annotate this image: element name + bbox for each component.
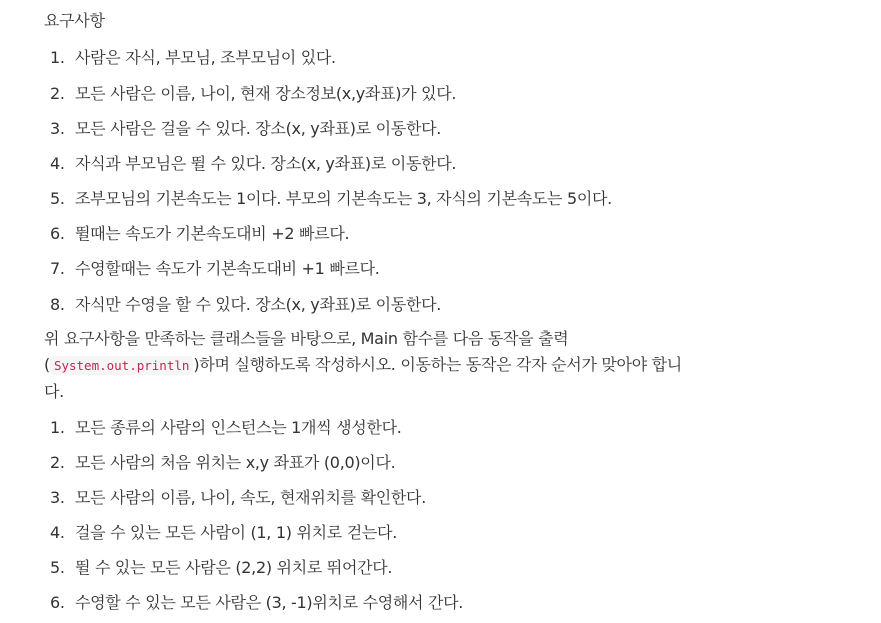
list-text: 사람은 자식, 부모님, 조부모님이 있다. [75, 48, 336, 67]
instruction-line-2 [44, 352, 784, 379]
list-text: 조부모님의 기본속도는 1이다. 부모의 기본속도는 3, 자식의 기본속도는 5이다. [75, 189, 612, 208]
list-number: 4. [50, 523, 65, 542]
list-number: 6. [50, 593, 65, 612]
list-number: 2. [50, 453, 65, 472]
list-number: 4. [50, 154, 65, 173]
list-number: 1. [50, 48, 65, 67]
list-text: 모든 종류의 사람의 인스턴스는 1개씩 생성한다. [75, 418, 402, 437]
list-text: 뛸 수 있는 모든 사람은 (2,2) 위치로 뛰어간다. [75, 558, 393, 577]
list-text: 수영할때는 속도가 기본속도대비 +1 빠르다. [75, 259, 380, 278]
list-text: 수영할 수 있는 모든 사람은 (3, -1)위치로 수영해서 간다. [75, 593, 464, 612]
list-number: 3. [50, 119, 65, 138]
list-number: 5. [50, 558, 65, 577]
list-number: 3. [50, 488, 65, 507]
list-number: 8. [50, 295, 65, 314]
list-text: 모든 사람의 이름, 나이, 속도, 현재위치를 확인한다. [75, 488, 426, 507]
list-number: 1. [50, 418, 65, 437]
list-text: 자식과 부모님은 뛸 수 있다. 장소(x, y좌표)로 이동한다. [75, 154, 457, 173]
list-number: 7. [50, 259, 65, 278]
list-text: 뛸때는 속도가 기본속도대비 +2 빠르다. [75, 224, 350, 243]
open-paren: ( [44, 355, 50, 374]
list-text: 모든 사람은 이름, 나이, 현재 장소정보(x,y좌표)가 있다. [75, 84, 457, 103]
list-text: 걸을 수 있는 모든 사람이 (1, 1) 위치로 걷는다. [75, 523, 397, 542]
instruction-line-3: 다. [44, 382, 64, 401]
list-number: 5. [50, 189, 65, 208]
list-text: 자식만 수영을 할 수 있다. 장소(x, y좌표)로 이동한다. [75, 295, 442, 314]
list-number: 2. [50, 84, 65, 103]
instruction-paragraph [44, 326, 784, 405]
list-text: 모든 사람의 처음 위치는 x,y 좌표가 (0,0)이다. [75, 453, 396, 472]
instruction-line-1: 위 요구사항을 만족하는 클래스들을 바탕으로, Main 함수를 다음 동작을 출력 [44, 329, 569, 348]
requirements-heading: 요구사항 [44, 11, 105, 30]
list-text: 모든 사람은 걸을 수 있다. 장소(x, y좌표)로 이동한다. [75, 119, 442, 138]
inline-code: System.out.println [50, 356, 193, 375]
list-number: 6. [50, 224, 65, 243]
instruction-line-2-text: )하며 실행하도록 작성하시오. 이동하는 동작은 각자 순서가 맞아야 합니 [193, 355, 682, 374]
